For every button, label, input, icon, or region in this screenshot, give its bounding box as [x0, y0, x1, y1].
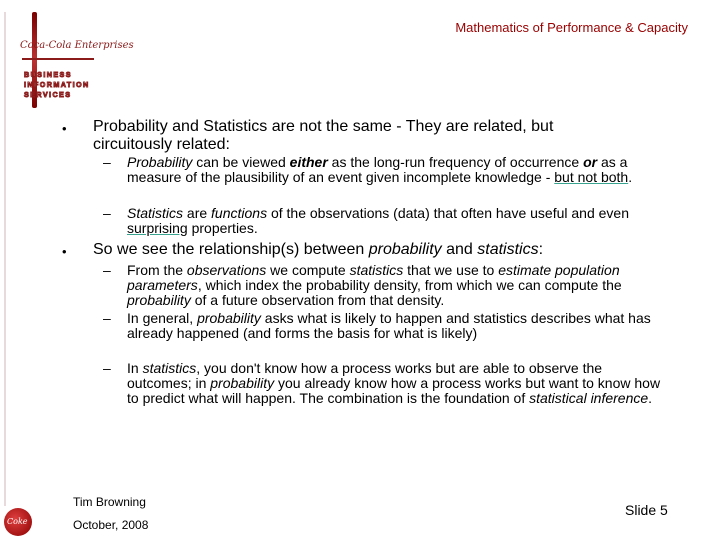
- text-span: In: [127, 360, 143, 376]
- business-information-services: [24, 70, 94, 100]
- text-span: , you don't know how a process works but are able to observe the outcomes; in: [127, 360, 603, 391]
- sub-bullet-2-2: [127, 311, 667, 341]
- logo-line-services: SERVICES: [24, 90, 72, 99]
- term-statistics: statistics: [349, 262, 404, 278]
- text-span: In general,: [127, 310, 198, 326]
- sub-bullet-2-3: [127, 361, 667, 406]
- text-span: of the observations (data) that often have useful and even: [267, 205, 629, 221]
- term-statistics: statistics: [477, 241, 539, 258]
- footer-date: October, 2008: [73, 518, 149, 532]
- term-probability: probability: [127, 292, 191, 308]
- term-or: or: [583, 154, 598, 170]
- term-statistics: statistics: [142, 360, 197, 376]
- underlined-but-not-both: but not both: [554, 169, 629, 185]
- text-span: of a future observation from that density.: [190, 292, 445, 308]
- slide-number: Slide 5: [625, 502, 668, 518]
- sub-bullet-marker: –: [103, 360, 111, 376]
- text-span: .: [628, 169, 633, 185]
- sub-bullet-1-2: [127, 206, 667, 236]
- text-span: as the long-run frequency of occurrence: [327, 154, 584, 170]
- logo-line-information: INFORMATION: [24, 80, 90, 89]
- bullet-2-text: [93, 241, 653, 259]
- text-span: From the: [127, 262, 187, 278]
- sub-bullet-marker: –: [103, 205, 111, 221]
- term-statistics: Statistics: [127, 205, 184, 221]
- term-probability: probability: [368, 241, 442, 258]
- sub-bullet-1-1: [127, 155, 667, 185]
- script-logo: [14, 28, 134, 58]
- text-span: So we see the relationship(s) between: [93, 241, 369, 258]
- text-span: that we use to: [403, 262, 499, 278]
- text-span: are: [183, 205, 212, 221]
- term-statistical-inference: statistical inference: [529, 390, 649, 406]
- text-span: asks what is likely to happen and statistics describes what has already happened (and forms the basis for what is likely): [127, 310, 651, 341]
- term-estimate: estimate population parameters: [127, 262, 620, 293]
- svg-text:Coca-Cola Enterprises: Coca-Cola Enterprises: [20, 40, 134, 51]
- text-span: can be viewed: [192, 154, 290, 170]
- term-either: either: [289, 154, 328, 170]
- text-span: you already know how a process works but want to know how to predict what will happen. The combination is the foundation of: [127, 375, 661, 406]
- term-observations: observations: [186, 262, 267, 278]
- sub-bullet-2-1: [127, 263, 667, 308]
- header-title: Mathematics of Performance & Capacity: [455, 20, 688, 35]
- logo-line-business: BUSINESS: [24, 70, 72, 79]
- bullet-marker: •: [62, 244, 67, 259]
- bullet-marker: •: [62, 121, 67, 136]
- bullet-1-text: [93, 118, 653, 154]
- text-span: , which index the probability density, from which we can compute the: [197, 277, 622, 293]
- term-probability: probability: [197, 310, 261, 326]
- footer-author: Tim Browning: [73, 495, 146, 509]
- corner-logo-icon: Coke: [4, 508, 32, 536]
- underlined-surprising: surprising: [127, 220, 188, 236]
- sub-bullet-marker: –: [103, 310, 111, 326]
- term-probability: probability: [210, 375, 275, 391]
- term-probability: Probability: [127, 154, 193, 170]
- text-span: and: [441, 241, 478, 258]
- sub-bullet-marker: –: [103, 154, 111, 170]
- sub-bullet-marker: –: [103, 262, 111, 278]
- logo-rule: [22, 58, 94, 60]
- company-logo: [14, 10, 134, 104]
- text-span: we compute: [266, 262, 350, 278]
- bullet-1-line-2: circuitously related:: [93, 136, 230, 153]
- text-span: properties.: [187, 220, 258, 236]
- left-border-rule: [4, 12, 6, 506]
- text-span: .: [648, 390, 653, 406]
- text-span: as a measure of the plausibility of an event given incomplete knowledge -: [127, 154, 628, 185]
- text-span: :: [538, 241, 544, 258]
- term-functions: functions: [211, 205, 268, 221]
- bullet-1-line-1: Probability and Statistics are not the same - They are related, but: [93, 118, 554, 135]
